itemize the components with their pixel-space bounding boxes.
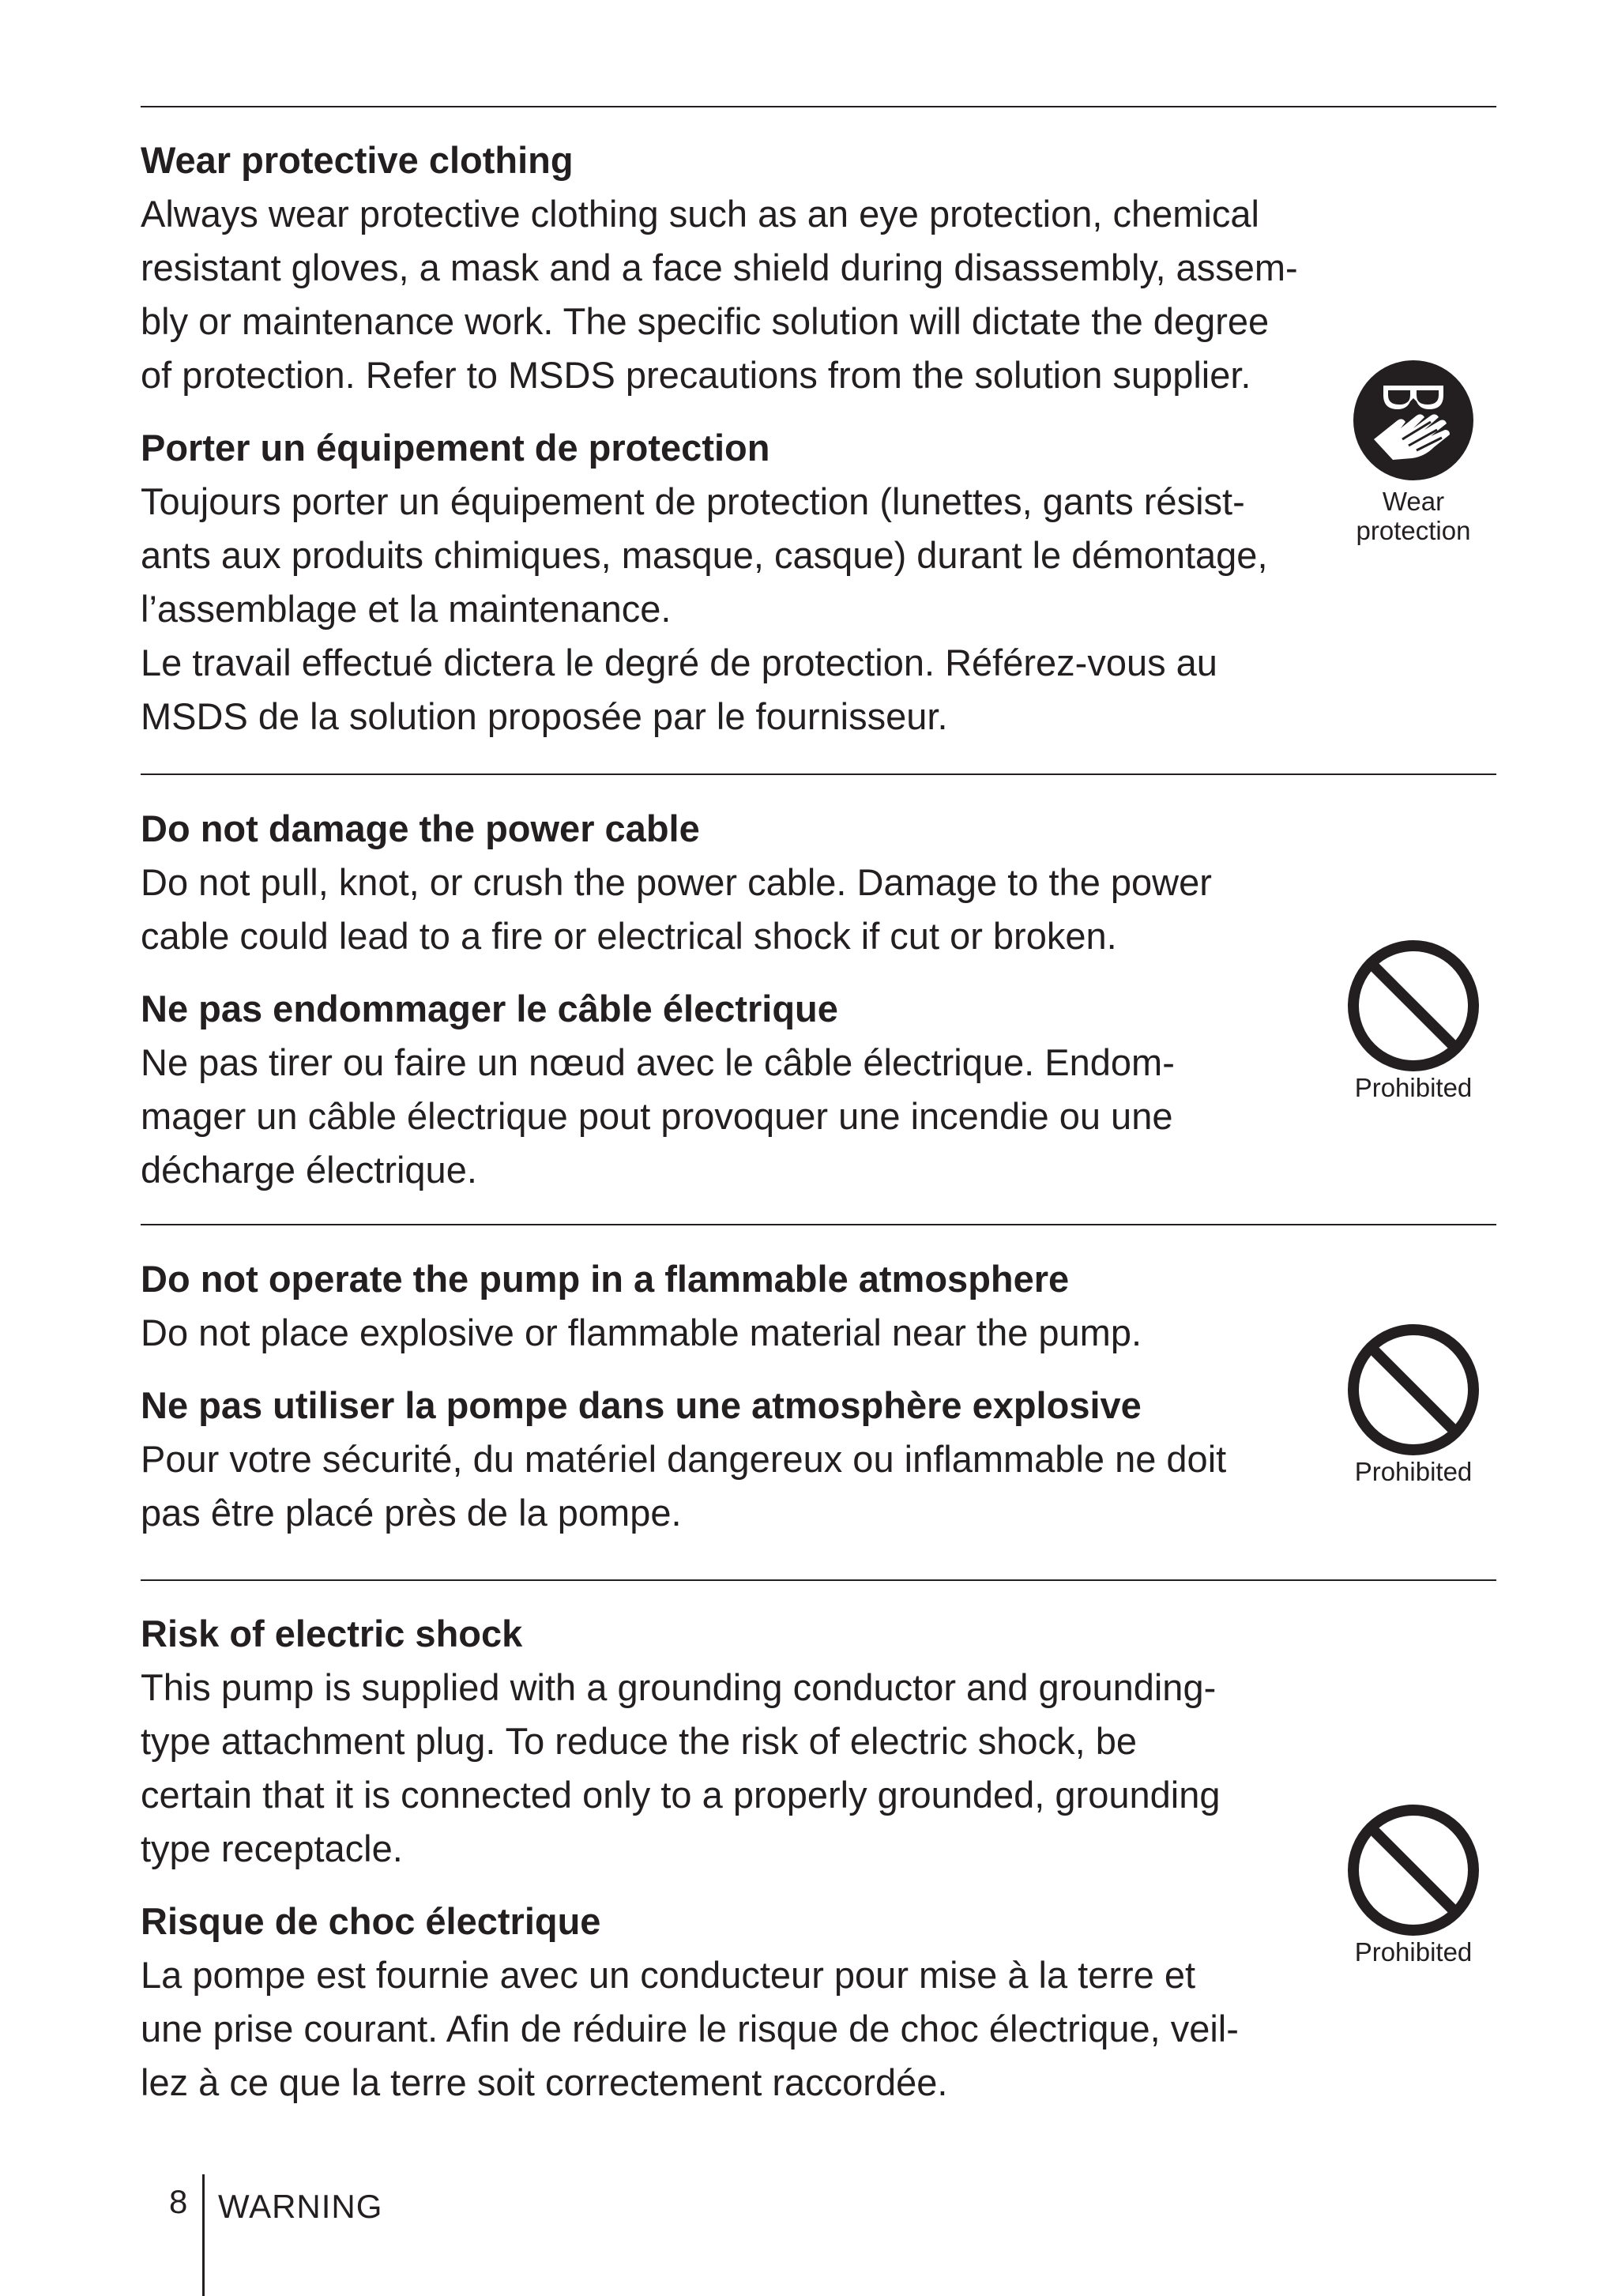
body-line: décharge électrique. xyxy=(141,1149,477,1191)
prohibited-icon xyxy=(1346,1323,1481,1457)
prohibited-icon xyxy=(1346,939,1481,1073)
section-title-en: Risk of electric shock xyxy=(141,1613,523,1654)
prohibited-sign xyxy=(1334,1323,1492,1486)
page-number: 8 xyxy=(169,2183,188,2220)
body-line: MSDS de la solution proposée par le fournisseur. xyxy=(141,695,948,737)
body-line: resistant gloves, a mask and a face shield during disassembly, assem- xyxy=(141,247,1298,288)
body-line: cable could lead to a fire or electrical shock if cut or broken. xyxy=(141,915,1117,957)
prohibited-sign xyxy=(1334,939,1492,1102)
body-line: une prise courant. Afin de réduire le risque de choc électrique, veil- xyxy=(141,2008,1239,2049)
icon-label: Wear xyxy=(1382,487,1445,516)
body-line: lez à ce que la terre soit correctement raccordée. xyxy=(141,2061,948,2103)
icon-label: protection xyxy=(1356,516,1471,545)
prohibited-sign xyxy=(1334,1803,1492,1967)
body-line: type receptacle. xyxy=(141,1827,403,1869)
icon-label: Prohibited xyxy=(1354,1073,1473,1102)
body-line: ants aux produits chimiques, masque, casque) durant le démontage, xyxy=(141,534,1268,576)
body-line: type attachment plug. To reduce the risk of electric shock, be xyxy=(141,1720,1137,1762)
warning-section-electric-shock xyxy=(141,1607,1310,2110)
body-line: Do not place explosive or flammable material near the pump. xyxy=(141,1312,1142,1353)
footer-section-label: WARNING xyxy=(218,2188,383,2225)
body-line: of protection. Refer to MSDS precautions from the solution supplier. xyxy=(141,354,1251,396)
section-title-en: Do not damage the power cable xyxy=(141,807,700,849)
warning-section-protective-clothing xyxy=(141,134,1310,743)
body-line: certain that it is connected only to a properly grounded, grounding xyxy=(141,1774,1221,1816)
body-line: Le travail effectué dictera le degré de protection. Référez-vous au xyxy=(141,642,1217,683)
warning-section-flammable-atmosphere xyxy=(141,1252,1310,1540)
section-title-en: Wear protective clothing xyxy=(141,139,574,181)
section-title-fr: Risque de choc électrique xyxy=(141,1900,601,1942)
body-line: Toujours porter un équipement de protection (lunettes, gants résist- xyxy=(141,480,1245,522)
body-line: This pump is supplied with a grounding conductor and grounding- xyxy=(141,1666,1217,1708)
section-title-fr: Porter un équipement de protection xyxy=(141,427,770,469)
wear-protection-icon xyxy=(1352,359,1475,482)
section-divider xyxy=(141,1224,1496,1225)
section-divider xyxy=(141,1579,1496,1581)
section-title-fr: Ne pas endommager le câble électrique xyxy=(141,988,838,1029)
section-title-en: Do not operate the pump in a flammable atmosphere xyxy=(141,1258,1070,1300)
icon-label: Prohibited xyxy=(1354,1457,1473,1486)
body-line: l’assemblage et la maintenance. xyxy=(141,588,672,630)
body-line: mager un câble électrique pout provoquer une incendie ou une xyxy=(141,1095,1173,1137)
body-line: La pompe est fournie avec un conducteur pour mise à la terre et xyxy=(141,1954,1196,1996)
warning-section-power-cable xyxy=(141,802,1310,1197)
body-line: pas être placé près de la pompe. xyxy=(141,1492,682,1534)
section-divider xyxy=(141,106,1496,107)
section-title-fr: Ne pas utiliser la pompe dans une atmosphère explosive xyxy=(141,1384,1142,1426)
body-line: Pour votre sécurité, du matériel dangereux ou inflammable ne doit xyxy=(141,1438,1227,1480)
body-line: Ne pas tirer ou faire un nœud avec le câble électrique. Endom- xyxy=(141,1041,1175,1083)
section-divider xyxy=(141,773,1496,775)
body-line: bly or maintenance work. The specific solution will dictate the degree xyxy=(141,300,1270,342)
body-line: Always wear protective clothing such as an eye protection, chemical xyxy=(141,193,1259,235)
wear-protection-sign xyxy=(1334,359,1492,545)
icon-label: Prohibited xyxy=(1354,1937,1473,1967)
body-line: Do not pull, knot, or crush the power cable. Damage to the power xyxy=(141,861,1212,903)
prohibited-icon xyxy=(1346,1803,1481,1937)
footer-divider xyxy=(202,2174,205,2296)
